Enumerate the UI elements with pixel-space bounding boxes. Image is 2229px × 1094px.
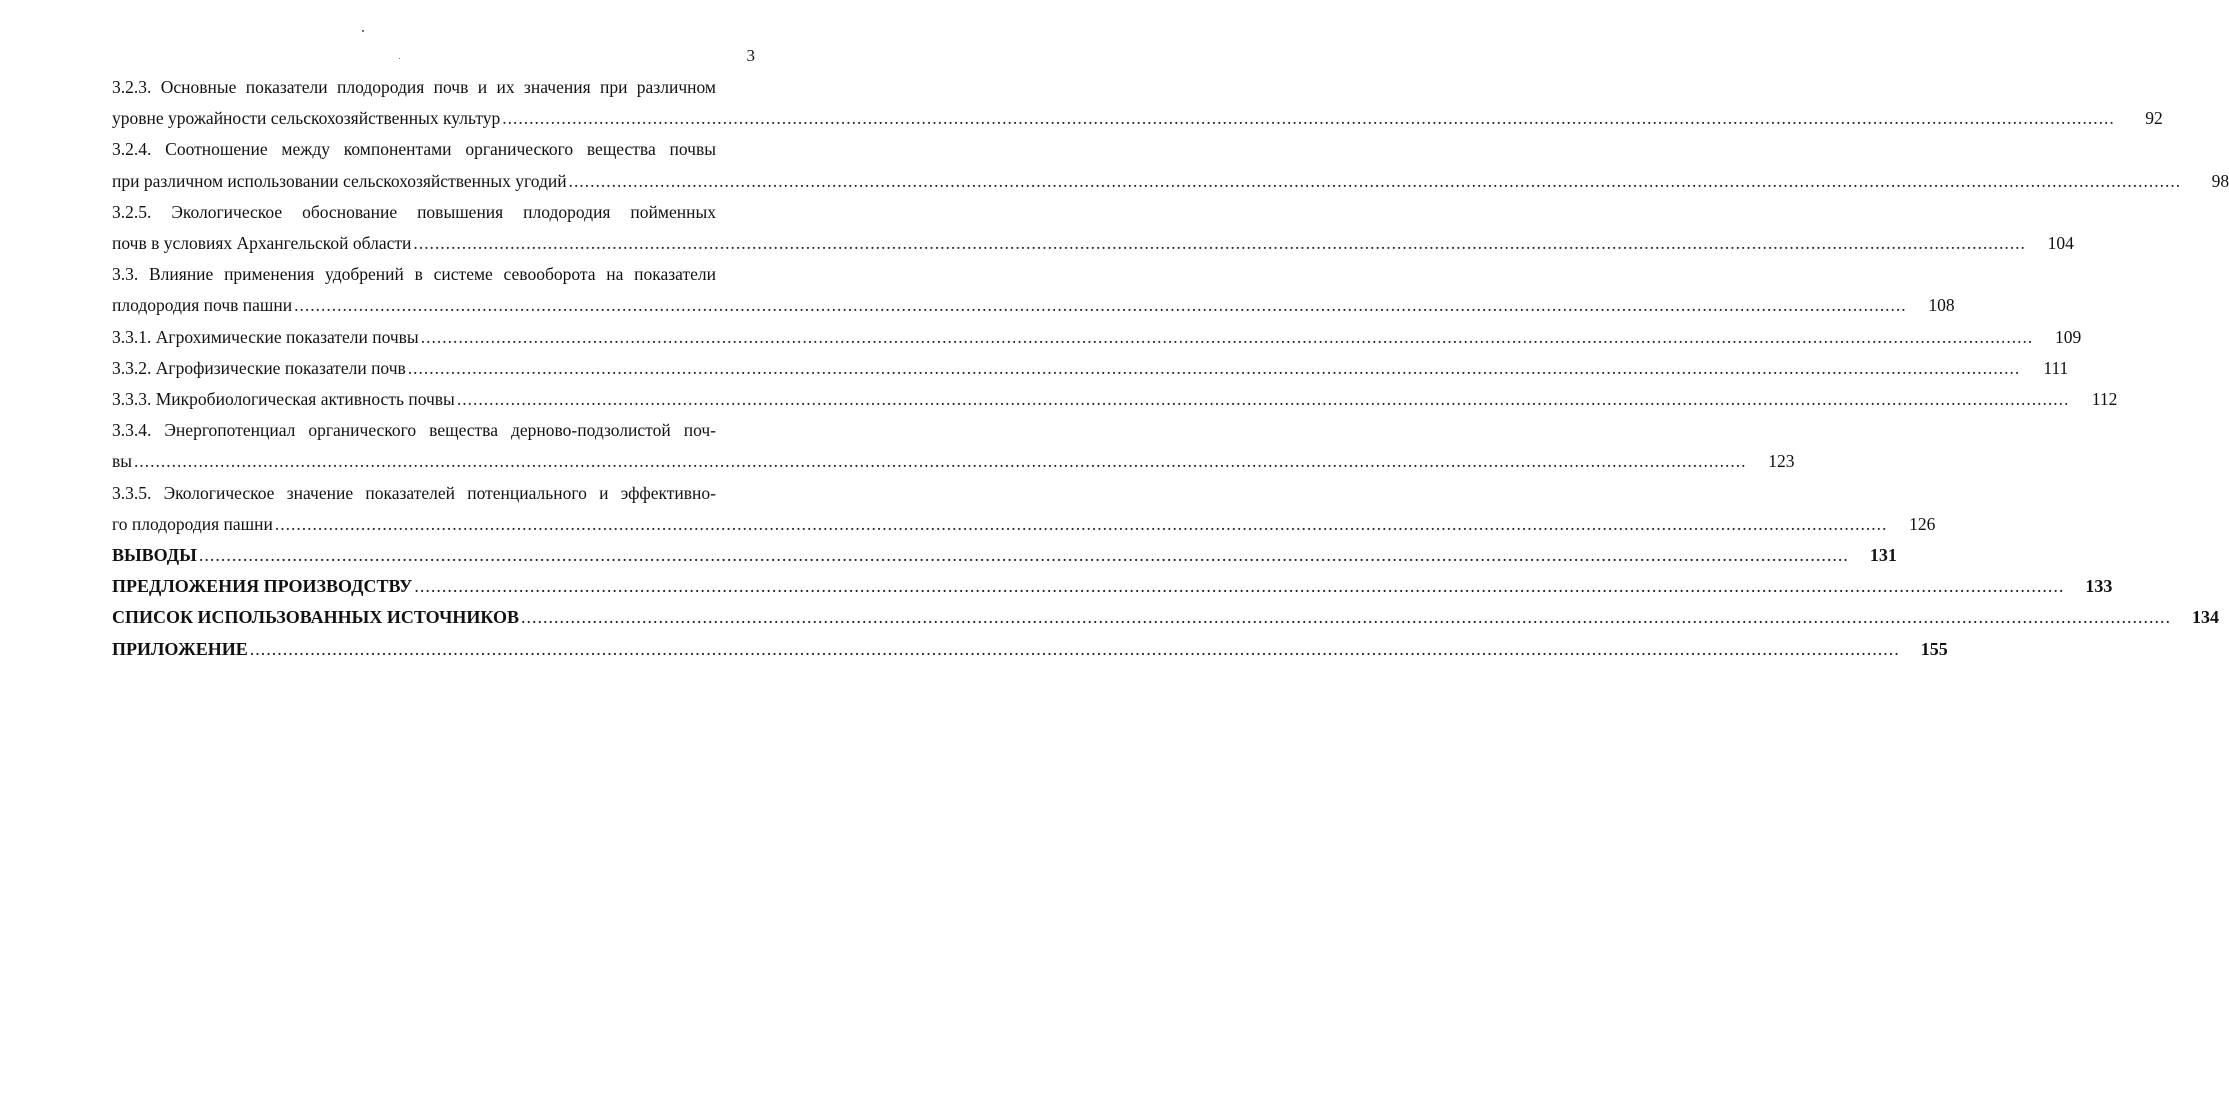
toc-entry-last-line	[112, 509, 1936, 540]
toc-entry-page-number: 134	[2191, 607, 2219, 628]
toc-entry-title: вы	[112, 451, 133, 472]
toc-entry	[112, 322, 2082, 353]
dot-leader: ............................................................................................................................................................................................................................................................................................................	[414, 576, 2065, 597]
toc-entry-page-number: 108	[1928, 295, 1955, 316]
dot-leader: ............................................................................................................................................................................................................................................................................................................	[420, 326, 2034, 347]
toc-entry-title: ПРЕДЛОЖЕНИЯ ПРОИЗВОДСТВУ	[112, 576, 413, 597]
toc-entry-last-line	[112, 353, 2069, 384]
toc-entry-page-number: 126	[1909, 513, 1936, 534]
dot-leader: ............................................................................................................................................................................................................................................................................................................	[249, 638, 1900, 659]
toc-entry-last-line	[112, 571, 2113, 602]
toc-entry-page-number: 155	[1920, 638, 1948, 659]
toc-entry-last-line	[112, 634, 1948, 665]
toc-entry-title: ПРИЛОЖЕНИЕ	[112, 638, 248, 659]
toc-entry-last-line	[112, 228, 2074, 259]
toc-entry	[112, 478, 1936, 540]
dot-leader: ............................................................................................................................................................................................................................................................................................................	[456, 389, 2070, 410]
dot-leader: ............................................................................................................................................................................................................................................................................................................	[134, 451, 1747, 472]
toc-entry	[112, 353, 2069, 384]
toc-entry-page-number: 109	[2054, 326, 2082, 347]
toc-entry	[112, 634, 1948, 665]
toc-entry-page-number: 111	[2043, 357, 2069, 378]
toc-entry-title: при различном использовании сельскохозяйственных угодий	[112, 170, 567, 191]
toc-entry-title: 3.3.3. Микробиологическая активность почвы	[112, 389, 455, 410]
toc-entry-title-line: 3.3.5. Экологическое значение показателей потенциального и эффективно-	[112, 482, 716, 503]
toc-entry-last-line	[112, 103, 2163, 134]
toc-entry-page-number: 133	[2085, 576, 2113, 597]
table-of-contents	[112, 72, 2229, 665]
toc-entry	[112, 540, 1897, 571]
dot-leader: ............................................................................................................................................................................................................................................................................................................	[294, 295, 1907, 316]
toc-entry-title: 3.3.2. Агрофизические показатели почв	[112, 357, 406, 378]
toc-entry-last-line	[112, 602, 2219, 633]
toc-entry-last-line	[112, 446, 1795, 477]
toc-entry	[112, 384, 2118, 415]
toc-entry-title-line: 3.3. Влияние применения удобрений в системе севооборота на показатели	[112, 264, 716, 285]
toc-entry-page-number: 98	[2211, 170, 2229, 191]
toc-entry	[112, 259, 1955, 321]
dot-leader: ............................................................................................................................................................................................................................................................................................................	[198, 545, 1849, 566]
toc-entry-title-line: 3.2.5. Экологическое обоснование повышения плодородия пойменных	[112, 201, 716, 222]
toc-entry-page-number: 123	[1768, 451, 1795, 472]
page-number: 3	[746, 46, 755, 65]
toc-entry-last-line	[112, 540, 1897, 571]
toc-entry-title: плодородия почв пашни	[112, 295, 293, 316]
toc-entry	[112, 134, 2229, 196]
dot-leader: ............................................................................................................................................................................................................................................................................................................	[407, 357, 2021, 378]
toc-entry-page-number: 92	[2145, 108, 2163, 129]
scan-speck	[362, 30, 364, 32]
toc-entry-page-number: 112	[2091, 389, 2118, 410]
dot-leader: ............................................................................................................................................................................................................................................................................................................	[413, 233, 2026, 254]
toc-entry-last-line	[112, 384, 2118, 415]
toc-entry-title-line: 3.2.3. Основные показатели плодородия почв и их значения при различном	[112, 77, 716, 97]
toc-entry-title-line: 3.3.4. Энергопотенциал органического вещества дерново-подзолистой поч-	[112, 420, 716, 441]
dot-leader: ............................................................................................................................................................................................................................................................................................................	[274, 513, 1888, 534]
toc-entry-title: 3.3.1. Агрохимические показатели почвы	[112, 326, 419, 347]
toc-entry-title: СПИСОК ИСПОЛЬЗОВАННЫХ ИСТОЧНИКОВ	[112, 607, 519, 628]
toc-entry-title: почв в условиях Архангельской области	[112, 233, 412, 254]
toc-entry-title-line: 3.2.4. Соотношение между компонентами органического вещества почвы	[112, 139, 716, 160]
toc-entry	[112, 197, 2074, 259]
dot-leader: ............................................................................................................................................................................................................................................................................................................	[520, 607, 2171, 628]
toc-entry-title: го плодородия пашни	[112, 513, 273, 534]
dot-leader: ............................................................................................................................................................................................................................................................................................................	[502, 108, 2115, 129]
toc-entry-title: уровне урожайности сельскохозяйственных культур	[112, 108, 501, 129]
toc-entry	[112, 72, 2163, 134]
toc-entry	[112, 415, 1795, 477]
toc-entry-last-line	[112, 290, 1955, 321]
toc-entry-last-line	[112, 166, 2229, 197]
toc-entry-page-number: 131	[1869, 545, 1897, 566]
scan-speck	[399, 58, 400, 59]
toc-entry-page-number: 104	[2047, 233, 2074, 254]
toc-entry-last-line	[112, 322, 2082, 353]
toc-entry	[112, 571, 2113, 602]
dot-leader: ............................................................................................................................................................................................................................................................................................................	[568, 170, 2182, 191]
toc-entry-title: ВЫВОДЫ	[112, 545, 197, 566]
toc-entry	[112, 602, 2219, 633]
